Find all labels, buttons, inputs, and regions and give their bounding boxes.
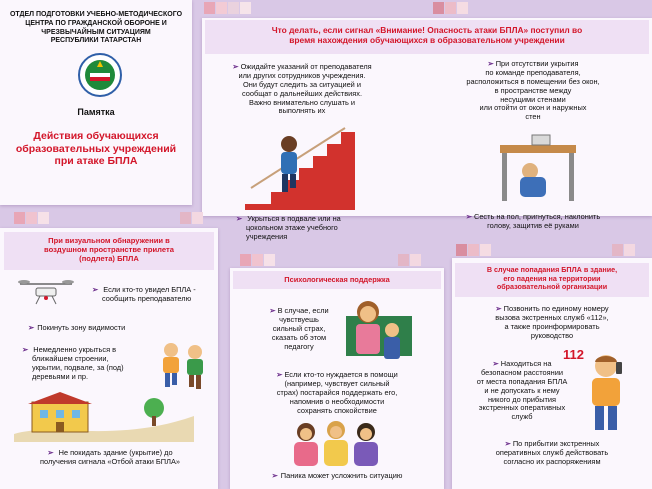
visual-heading-line: (подлета) БПЛА xyxy=(79,254,139,264)
visual-heading-line: При визуальном обнаружении в xyxy=(48,236,170,245)
hit-heading-line: В случае попадания БПЛА в здание, xyxy=(486,265,618,274)
psych-step-line: сохранять спокойствие xyxy=(297,405,377,415)
desk-illustration xyxy=(492,133,582,203)
no-shelter-line: стен xyxy=(525,112,541,122)
no-shelter-line: При отсутствии укрытия xyxy=(495,59,579,68)
hit-step-2: ➢ Находиться на безопасном расстоянии от места попадания БПЛА и не допускать к нему никого до прибытия экстренных оперативных служб xyxy=(458,360,586,422)
psych-step-3 xyxy=(236,472,438,481)
emergency-number: 112 xyxy=(563,347,584,362)
psych-step-line: напомнив о необходимости xyxy=(289,396,385,406)
instructions-line: сообщат о дальнейших действиях. xyxy=(241,88,362,98)
instructions-line: Важно внимательно слушать и xyxy=(249,97,355,107)
decor-squares xyxy=(204,2,251,14)
visual-step-4 xyxy=(4,449,216,467)
org-line: ЧРЕЗВЫЧАЙНЫМ СИТУАЦИЯМ xyxy=(41,28,151,36)
org-line: РЕСПУБЛИКИ ТАТАРСТАН xyxy=(50,37,142,45)
hit-step-line: Позвонить по единому номеру xyxy=(503,304,609,313)
hit-step-line: оперативных служб действовать xyxy=(495,447,609,457)
no-shelter-line: несущими стенами xyxy=(500,94,566,104)
memo-title-line: при атаке БПЛА xyxy=(54,155,138,168)
org-line: ОТДЕЛ ПОДГОТОВКИ УЧЕБНО-МЕТОДИЧЕСКОГО xyxy=(9,11,183,18)
no-shelter-line: расположиться в помещении без окон, xyxy=(466,76,600,86)
psych-step-2: ➢ Если кто-то нуждается в помощи (например, чувствует сильный страх) постарайся поддержать его, напомнив о необходимости сохранять спокойствие xyxy=(236,371,438,415)
org-name xyxy=(0,11,192,46)
boy-phone-illustration xyxy=(586,354,632,432)
floor-line: Сесть на пол, пригнуться, наклонить xyxy=(473,212,601,221)
psych-step-line: В случае, если xyxy=(277,306,329,315)
decor-squares xyxy=(612,244,635,256)
teacher-child-illustration xyxy=(346,296,412,368)
hit-step-line: руководство xyxy=(530,330,574,340)
psych-step-1: ➢ В случае, если чувствуешь сильный страх, сказать об этом педагогу xyxy=(254,307,344,351)
hit-step-line: вызова экстренных служб «112», xyxy=(495,312,609,322)
memo-label: Памятка xyxy=(77,107,115,117)
hugging-girls-illustration xyxy=(286,420,386,468)
psych-step-line: педагогу xyxy=(284,341,314,351)
basement-line: учреждения xyxy=(246,231,288,241)
hit-step-line: служб xyxy=(511,412,533,422)
visual-step-3 xyxy=(22,346,150,382)
psych-step-line: страх) постарайся поддержать его, xyxy=(276,387,398,397)
decor-squares xyxy=(433,2,468,14)
floor-text: ➢ Сесть на пол, пригнуться, наклонить голову, защитив её руками xyxy=(438,213,628,231)
floor-line: голову, защитив её руками xyxy=(487,220,579,230)
hit-step-line: По прибытии экстренных xyxy=(512,439,600,448)
stairs-illustration xyxy=(245,128,355,210)
main-heading xyxy=(205,25,649,45)
hit-heading-line: его падения на территории xyxy=(503,273,601,283)
visual-step-2 xyxy=(28,324,208,333)
no-shelter-line: в пространстве между xyxy=(494,85,572,95)
psych-step-line: Паника может усложнить ситуацию xyxy=(280,471,403,480)
hit-step-line: экстренных оперативных xyxy=(478,403,566,413)
psych-step-line: Если кто-то нуждается в помощи xyxy=(284,370,398,379)
visual-step-1 xyxy=(92,286,218,304)
instructions-text: ➢ Ожидайте указаний от преподавателя или других сотрудников учреждения. Они будут следить за ситуацией и сообщат о дальнейших действиях. Важно внимательно слушать и выполнять их xyxy=(208,63,396,116)
instructions-line: выполнять их xyxy=(278,106,326,116)
memo-title xyxy=(0,130,192,168)
hit-step-line: и не допускать к нему xyxy=(484,385,560,395)
instructions-line: или других сотрудников учреждения. xyxy=(238,70,366,80)
psych-step-line: сильный страх, xyxy=(272,323,326,333)
no-shelter-text: ➢ При отсутствии укрытия по команде преподавателя, расположиться в помещении без окон, в пространстве между несущими стенами или отойти от окон и наружных стен xyxy=(438,60,628,122)
instructions-line: Ожидайте указаний от преподавателя xyxy=(240,62,372,71)
psych-heading: Психологическая поддержка xyxy=(284,275,390,284)
visual-step-line: Если кто-то увидел БПЛА - xyxy=(103,285,196,294)
visual-heading xyxy=(4,236,214,263)
visual-step-line: ближайшем строении, xyxy=(32,353,109,363)
kids-running-illustration xyxy=(155,342,211,390)
no-shelter-line: по команде преподавателя, xyxy=(485,67,581,77)
psych-step-line: (например, чувствует сильный xyxy=(284,378,390,388)
no-shelter-line: или отойти от окон и наружных xyxy=(479,103,587,113)
hit-step-line: а также проинформировать xyxy=(504,321,600,331)
decor-squares xyxy=(14,212,49,224)
hit-step-1: ➢ Позвонить по единому номеру вызова экстренных служб «112», а также проинформировать руководство xyxy=(458,305,646,341)
hit-step-line: никого до прибытия xyxy=(487,394,557,404)
visual-step-line: деревьями и пр. xyxy=(32,371,89,381)
memo-title-line: образовательных учреждений xyxy=(15,142,177,155)
instructions-line: Они будут следить за ситуацией и xyxy=(242,79,361,89)
visual-heading-line: воздушном пространстве прилета xyxy=(44,245,174,255)
psych-step-line: сказать об этом xyxy=(271,332,327,342)
hit-heading xyxy=(455,266,649,292)
main-heading-line: время нахождения обучающихся в образовательном учреждении xyxy=(289,35,565,46)
emblem-icon xyxy=(78,53,122,97)
decor-squares xyxy=(456,244,491,256)
basement-line: Укрыться в подвале или на xyxy=(247,214,341,223)
decor-squares xyxy=(398,254,421,266)
hit-heading-line: образовательной организации xyxy=(496,282,608,292)
hit-step-3: ➢ По прибытии экстренных оперативных служб действовать согласно их распоряжениям xyxy=(458,440,646,467)
org-line: ЦЕНТРА ПО ГРАЖДАНСКОЙ ОБОРОНЕ И xyxy=(25,19,167,27)
visual-step-line: сообщить преподавателю xyxy=(102,293,192,303)
visual-step-line: Покинуть зону видимости xyxy=(37,323,126,332)
basement-text xyxy=(236,215,386,242)
drone-illustration xyxy=(18,276,74,308)
hit-step-line: согласно их распоряжениям xyxy=(503,456,601,466)
psych-step-line: чувствуешь xyxy=(279,314,319,324)
visual-step-line: Немедленно укрыться в xyxy=(33,345,117,354)
hit-step-line: Находиться на xyxy=(500,359,552,368)
memo-title-line: Действия обучающихся xyxy=(33,130,159,142)
main-heading-line: Что делать, если сигнал «Внимание! Опасность атаки БПЛА» поступил во xyxy=(271,25,583,35)
visual-step-line: укрытии, подвале, за (под) xyxy=(32,362,124,372)
visual-step-line: Не покидать здание (укрытие) до xyxy=(58,448,173,457)
decor-squares xyxy=(180,212,203,224)
visual-step-line: получения сигнала «Отбой атаки БПЛА» xyxy=(40,456,180,466)
basement-line: цокольном этаже учебного xyxy=(246,222,338,232)
school-building-illustration xyxy=(14,392,194,442)
hit-step-line: безопасном расстоянии xyxy=(480,367,563,377)
hit-step-line: от места попадания БПЛА xyxy=(476,376,568,386)
decor-squares xyxy=(240,254,275,266)
